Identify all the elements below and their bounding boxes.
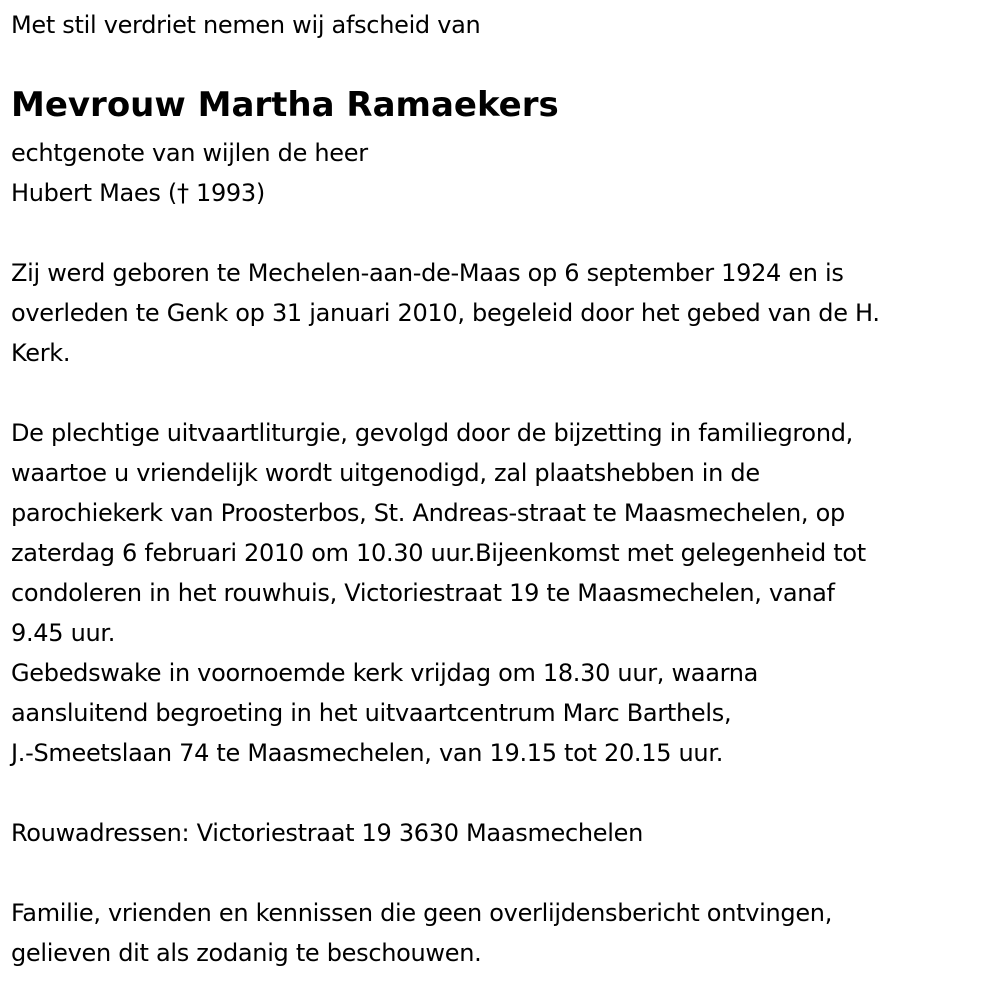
paragraph-line: parochiekerk van Proosterbos, St. Andreas-straat te Maasmechelen, op (11, 499, 845, 527)
notice-paragraph (11, 893, 996, 973)
paragraph-line: 9.45 uur. (11, 619, 116, 647)
paragraph-line: gelieven dit als zodanig te beschouwen. (11, 939, 482, 967)
paragraph-line: zaterdag 6 februari 2010 om 10.30 uur.Bijeenkomst met gelegenheid tot (11, 539, 866, 567)
paragraph-line: waartoe u vriendelijk wordt uitgenodigd, zal plaatshebben in de (11, 459, 760, 487)
intro-text: Met stil verdriet nemen wij afscheid van (11, 11, 481, 39)
spouse-line: echtgenote van wijlen de heer (11, 139, 368, 167)
paragraph-line: aansluitend begroeting in het uitvaartcentrum Marc Barthels, (11, 699, 732, 727)
spouse-line: Hubert Maes († 1993) (11, 179, 265, 207)
address-line: Rouwadressen: Victoriestraat 19 3630 Maasmechelen (11, 819, 644, 847)
paragraph-line: Gebedswake in voornoemde kerk vrijdag om 18.30 uur, waarna (11, 659, 759, 687)
paragraph-line: Familie, vrienden en kennissen die geen overlijdensbericht ontvingen, (11, 899, 833, 927)
paragraph-line: Zij werd geboren te Mechelen-aan-de-Maas op 6 september 1924 en is (11, 259, 844, 287)
deceased-name: Mevrouw Martha Ramaekers (11, 85, 559, 125)
birth-death-paragraph (11, 253, 996, 373)
paragraph-line: Kerk. (11, 339, 71, 367)
paragraph-line: condoleren in het rouwhuis, Victoriestraat 19 te Maasmechelen, vanaf (11, 579, 835, 607)
paragraph-line: De plechtige uitvaartliturgie, gevolgd door de bijzetting in familiegrond, (11, 419, 853, 447)
paragraph-line: overleden te Genk op 31 januari 2010, begeleid door het gebed van de H. (11, 299, 880, 327)
mourning-address (11, 813, 996, 853)
funeral-paragraph (11, 413, 996, 773)
paragraph-line: J.-Smeetslaan 74 te Maasmechelen, van 19.15 tot 20.15 uur. (11, 739, 724, 767)
spouse-info (11, 133, 996, 213)
